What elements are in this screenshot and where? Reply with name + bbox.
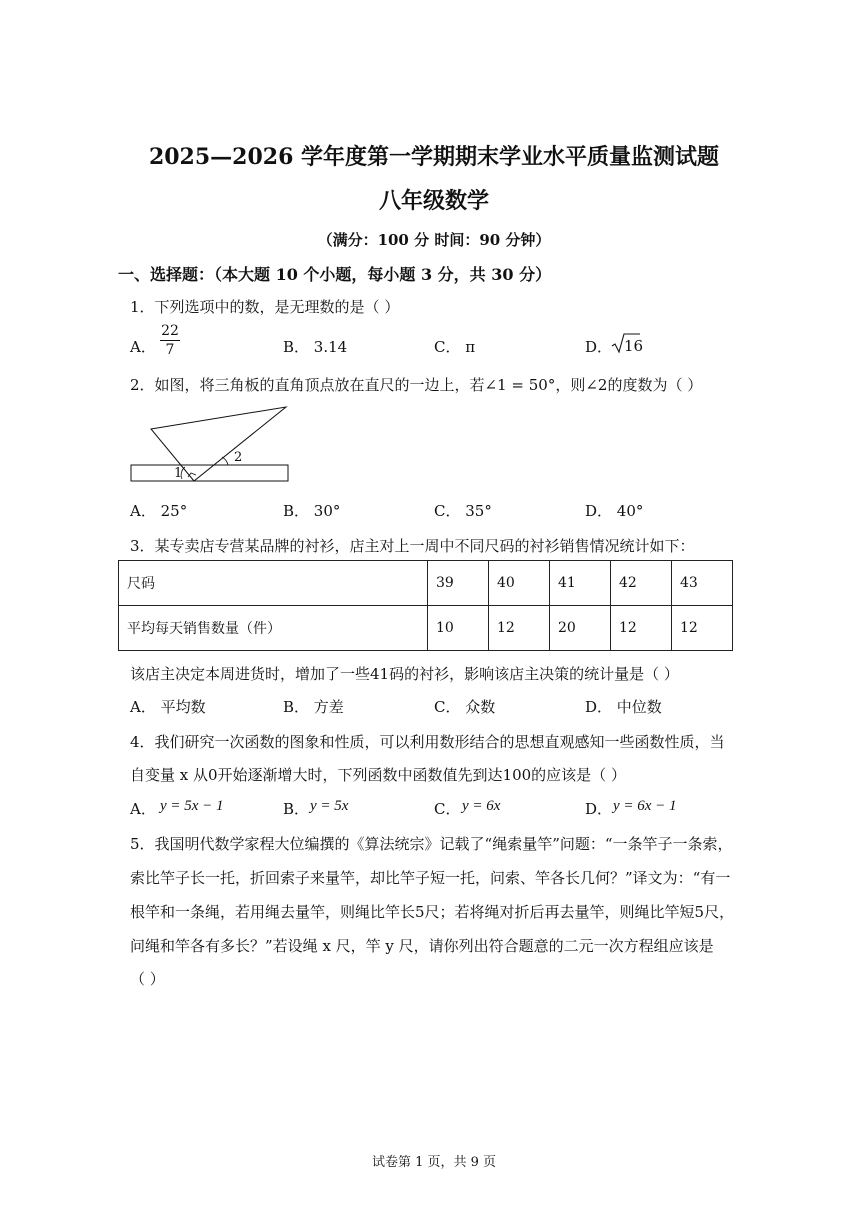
q1-fraction-denominator: 7 bbox=[165, 342, 175, 358]
q1-option-b: B． 3.14 bbox=[283, 338, 348, 356]
q4-option-d-expr: y = 6x − 1 bbox=[613, 798, 677, 814]
q1-option-d-label: D． bbox=[585, 338, 613, 356]
table-row bbox=[119, 561, 733, 606]
q2-option-a: A． 25° bbox=[130, 502, 188, 520]
table-cell: 43 bbox=[672, 561, 733, 606]
table-cell: 41 bbox=[550, 561, 611, 606]
exam-title: 2025—2026 学年度第一学期期末学业水平质量监测试题 bbox=[148, 144, 720, 170]
q4-option-a-label: A． bbox=[130, 800, 156, 818]
fraction-bar bbox=[160, 340, 180, 341]
q4-option-c-expr: y = 6x bbox=[462, 798, 501, 814]
table-cell: 12 bbox=[672, 606, 733, 651]
figure-angle-1-label: 1 bbox=[174, 466, 183, 481]
q1-option-a-fraction bbox=[160, 323, 180, 358]
q2-option-d: D． 40° bbox=[585, 502, 644, 520]
q3-option-a: A． 平均数 bbox=[130, 698, 206, 716]
q1-option-a-label: A． bbox=[130, 338, 156, 356]
q3-follow-text: 该店主决定本周进货时，增加了一些41码的衬衫，影响该店主决策的统计量是（ ） bbox=[130, 665, 679, 683]
q2-option-b: B． 30° bbox=[283, 502, 341, 520]
section-heading: 一、选择题：（本大题 10 个小题，每小题 3 分，共 30 分） bbox=[118, 265, 552, 284]
q4-stem-line1: 4．我们研究一次函数的图象和性质，可以利用数形结合的思想直观感知一些函数性质，当 bbox=[130, 733, 725, 751]
table-cell: 42 bbox=[611, 561, 672, 606]
q5-line2: 索比竿子长一托，折回索子来量竿，却比竿子短一托，问索、竿各长几何？”译文为：“有一 bbox=[130, 869, 731, 887]
table-header-cell: 平均每天销售数量（件） bbox=[119, 606, 428, 651]
q3-option-b: B． 方差 bbox=[283, 698, 344, 716]
q4-stem-line2: 自变量 x 从0开始逐渐增大时，下列函数中函数值先到达100的应该是（ ） bbox=[130, 766, 626, 784]
q2-option-c: C． 35° bbox=[434, 502, 492, 520]
ruler-triangle-figure bbox=[128, 405, 293, 485]
q4-option-b-label: B． bbox=[283, 800, 310, 818]
page-footer: 试卷第 1 页，共 9 页 bbox=[371, 1155, 497, 1170]
q4-option-d-label: D． bbox=[585, 800, 613, 818]
table-header-cell: 尺码 bbox=[119, 561, 428, 606]
q1-option-d-radicand: 16 bbox=[624, 337, 644, 355]
q4-option-c-label: C． bbox=[434, 800, 461, 818]
table-cell: 20 bbox=[550, 606, 611, 651]
q3-option-c: C． 众数 bbox=[434, 698, 496, 716]
table-cell: 40 bbox=[489, 561, 550, 606]
q5-line1: 5．我国明代数学家程大位编撰的《算法统宗》记载了“绳索量竿”问题：“一条竿子一条索， bbox=[130, 835, 733, 853]
q5-line5: （ ） bbox=[130, 970, 165, 988]
table-cell: 12 bbox=[489, 606, 550, 651]
sales-table bbox=[118, 560, 733, 651]
table-row bbox=[119, 606, 733, 651]
table-cell: 39 bbox=[428, 561, 489, 606]
q1-stem: 1．下列选项中的数，是无理数的是（ ） bbox=[130, 298, 400, 316]
q3-stem: 3．某专卖店专营某品牌的衬衫，店主对上一周中不同尺码的衬衫销售情况统计如下： bbox=[130, 537, 695, 555]
figure-angle-2-label: 2 bbox=[234, 450, 243, 465]
exam-subtitle: 八年级数学 bbox=[378, 188, 489, 214]
q1-option-c: C． π bbox=[434, 338, 476, 356]
q5-line3: 根竿和一条绳，若用绳去量竿，则绳比竿长5尺；若将绳对折后再去量竿，则绳比竿短5尺， bbox=[130, 903, 735, 921]
q5-line4: 问绳和竿各有多长？”若设绳 x 尺，竿 y 尺，请你列出符合题意的二元一次方程组应该是 bbox=[130, 937, 714, 955]
q2-stem: 2．如图，将三角板的直角顶点放在直尺的一边上，若∠1 = 50°，则∠2的度数为（ ） bbox=[130, 376, 703, 394]
q4-option-b-expr: y = 5x bbox=[310, 798, 349, 814]
q3-option-d: D． 中位数 bbox=[585, 698, 662, 716]
exam-info: （满分：100 分 时间：90 分钟） bbox=[317, 231, 551, 249]
q1-fraction-numerator: 22 bbox=[161, 323, 179, 339]
table-cell: 12 bbox=[611, 606, 672, 651]
table-cell: 10 bbox=[428, 606, 489, 651]
q4-option-a-expr: y = 5x − 1 bbox=[160, 798, 224, 814]
